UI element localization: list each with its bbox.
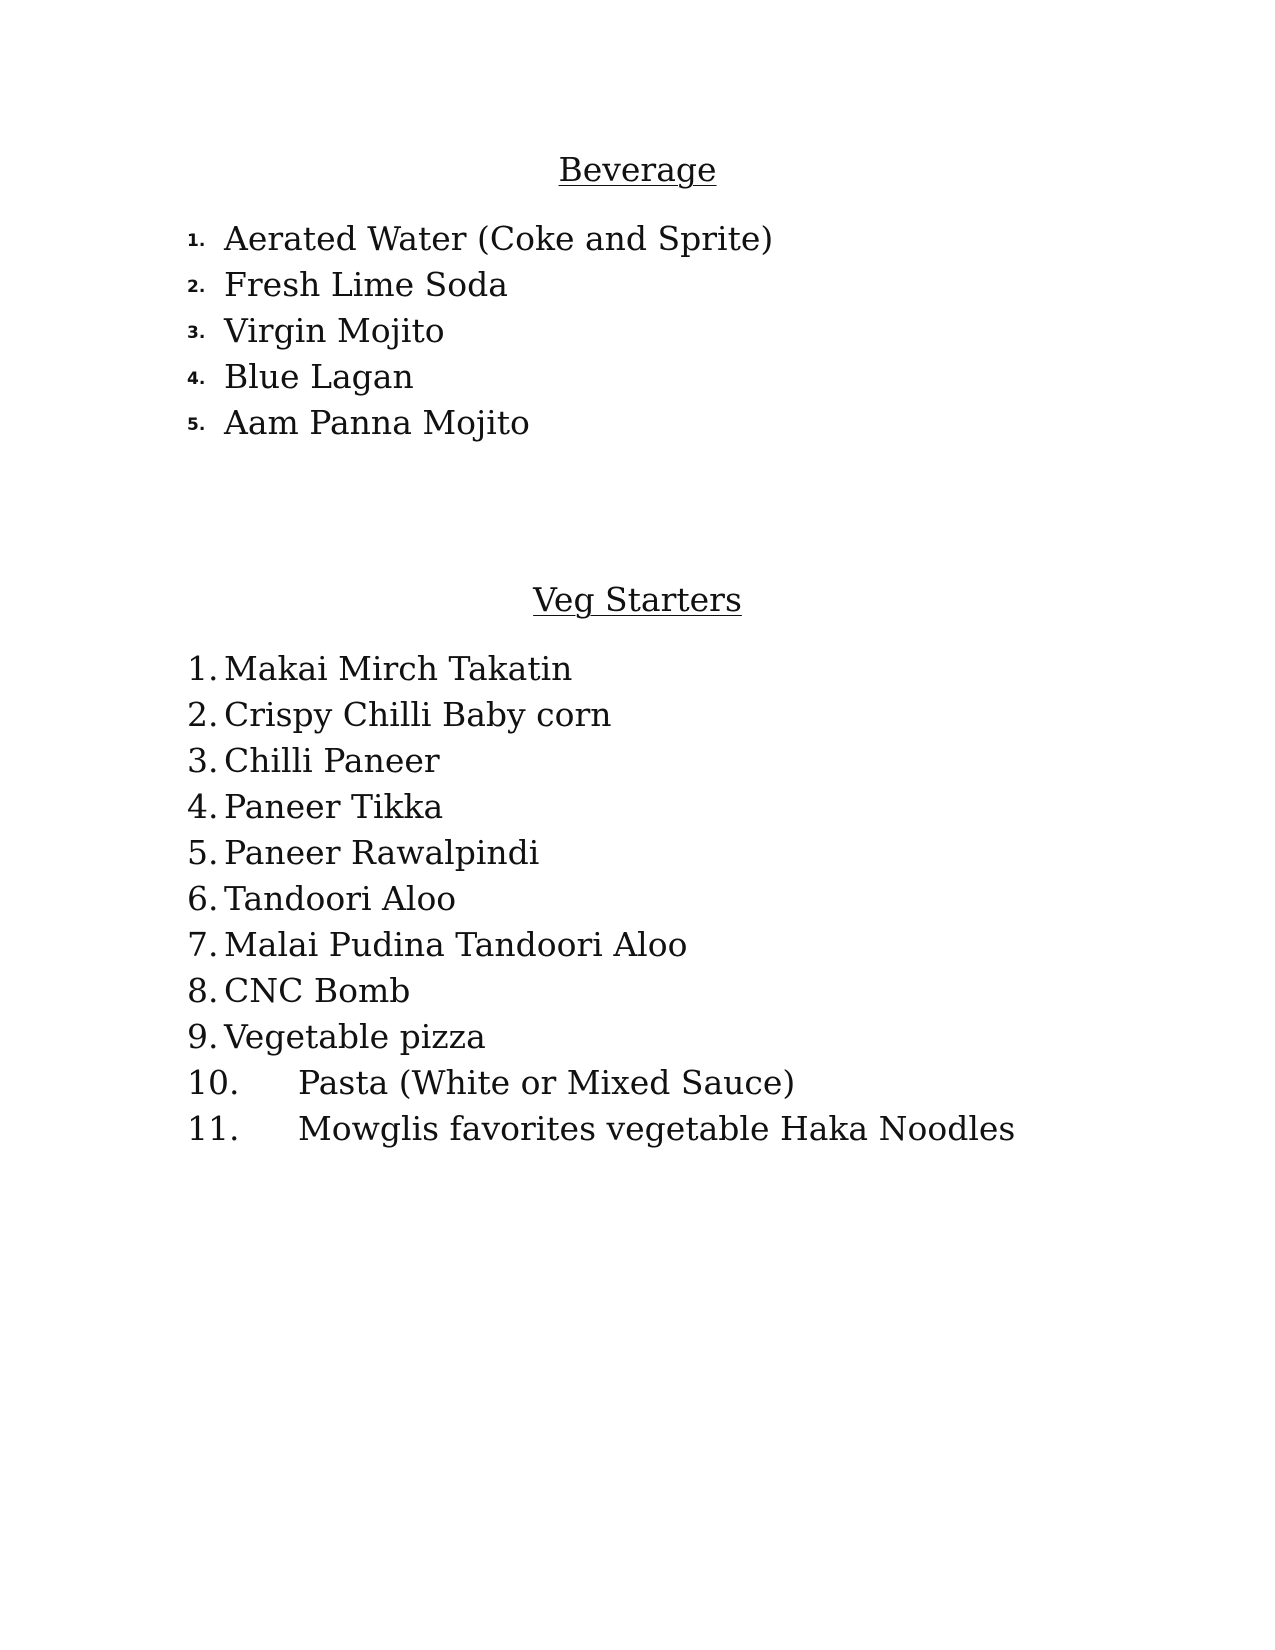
list-item-text: Aerated Water (Coke and Sprite): [224, 219, 774, 258]
list-item: [0, 646, 1275, 692]
list-item-text: Crispy Chilli Baby corn: [224, 695, 612, 734]
list-item: [0, 922, 1275, 968]
list-item-number: 11.: [187, 1109, 240, 1148]
list-item-text: Mowglis favorites vegetable Haka Noodles: [298, 1109, 1016, 1148]
list-item: [0, 1106, 1275, 1152]
list-item-number: 1.: [187, 649, 219, 688]
list-item-text: Chilli Paneer: [224, 741, 440, 780]
list-item-number: 1.: [187, 231, 206, 251]
veg-starters-heading: Veg Starters: [533, 580, 742, 619]
list-item: [0, 1060, 1275, 1106]
beverage-heading: Beverage: [558, 150, 717, 189]
list-item-text: Pasta (White or Mixed Sauce): [298, 1063, 796, 1102]
list-item-text: Vegetable pizza: [224, 1017, 486, 1056]
list-item-number: 4.: [187, 787, 219, 826]
list-item-number: 4.: [187, 369, 206, 389]
list-item-number: 2.: [187, 695, 219, 734]
list-item: [0, 354, 1275, 400]
list-item: [0, 1014, 1275, 1060]
list-item-text: Tandoori Aloo: [224, 879, 457, 918]
list-item-text: Paneer Rawalpindi: [224, 833, 540, 872]
list-item: [0, 830, 1275, 876]
beverage-list: [0, 216, 1275, 446]
list-item: [0, 784, 1275, 830]
list-item-number: 3.: [187, 741, 219, 780]
list-item-number: 5.: [187, 415, 206, 435]
list-item: [0, 262, 1275, 308]
list-item: [0, 968, 1275, 1014]
veg-starters-list: [0, 646, 1275, 1152]
list-item-text: Blue Lagan: [224, 357, 414, 396]
list-item-number: 7.: [187, 925, 219, 964]
list-item: [0, 738, 1275, 784]
list-item: [0, 216, 1275, 262]
list-item-number: 5.: [187, 833, 219, 872]
list-item-text: Virgin Mojito: [224, 311, 445, 350]
list-item: [0, 400, 1275, 446]
list-item-text: CNC Bomb: [224, 971, 411, 1010]
list-item-number: 3.: [187, 323, 206, 343]
list-item-number: 6.: [187, 879, 219, 918]
list-item: [0, 308, 1275, 354]
list-item: [0, 876, 1275, 922]
list-item-number: 10.: [187, 1063, 240, 1102]
list-item-text: Malai Pudina Tandoori Aloo: [224, 925, 688, 964]
list-item-number: 8.: [187, 971, 219, 1010]
list-item-number: 9.: [187, 1017, 219, 1056]
list-item-number: 2.: [187, 277, 206, 297]
list-item-text: Aam Panna Mojito: [224, 403, 530, 442]
list-item-text: Fresh Lime Soda: [224, 265, 508, 304]
list-item-text: Paneer Tikka: [224, 787, 444, 826]
list-item-text: Makai Mirch Takatin: [224, 649, 573, 688]
list-item: [0, 692, 1275, 738]
